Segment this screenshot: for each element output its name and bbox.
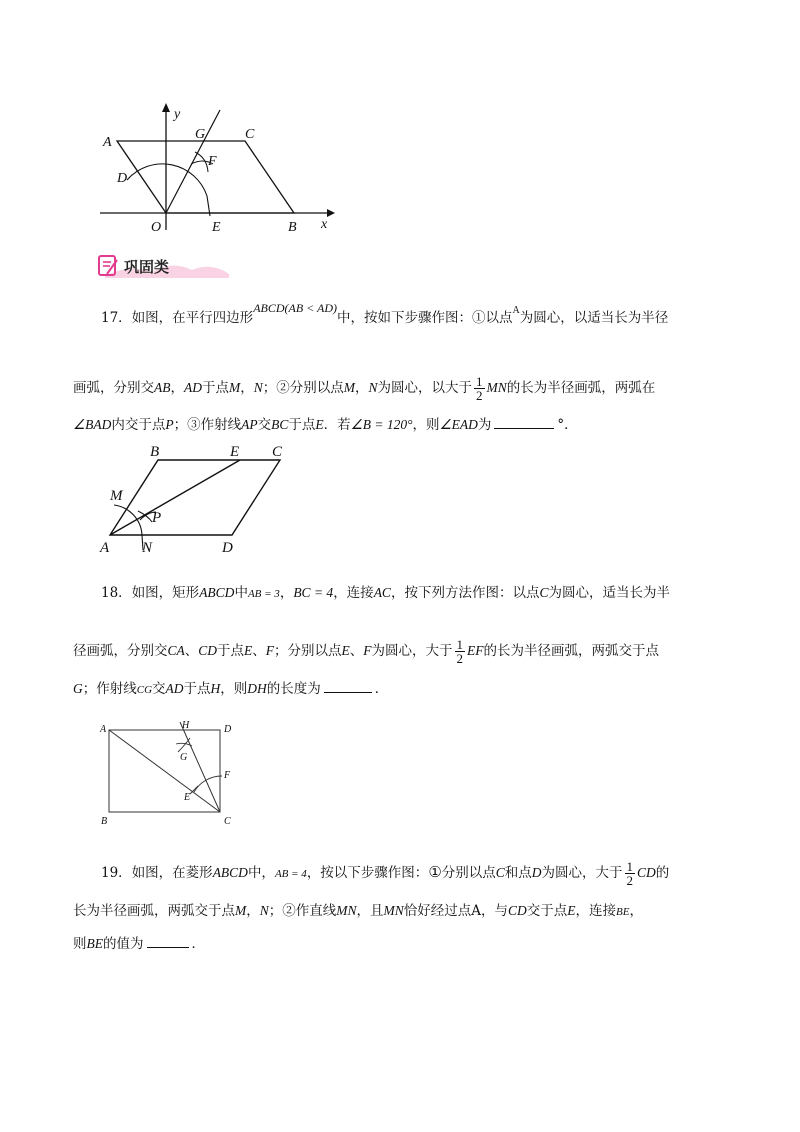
label-E: E bbox=[184, 792, 191, 803]
q19-math: M bbox=[235, 903, 247, 918]
q17-text: 于点 bbox=[202, 380, 229, 396]
label-H: H bbox=[182, 720, 190, 731]
label-E: E bbox=[230, 444, 240, 460]
label-B: B bbox=[101, 816, 108, 827]
q19-math: BE bbox=[616, 906, 630, 918]
q18-math: CG bbox=[136, 684, 153, 696]
q18-text: 、 bbox=[349, 643, 364, 659]
q19-math: C bbox=[495, 865, 505, 880]
q19-math: MN bbox=[336, 903, 357, 918]
q17-text: 中，按如下步骤作图：①以点 bbox=[337, 310, 513, 326]
q17-math: N bbox=[368, 380, 378, 395]
q19-text: 长为半径画弧，两弧交于点 bbox=[73, 903, 235, 919]
answer-blank[interactable] bbox=[494, 428, 554, 429]
q18-text: 为圆心，适当长为半 bbox=[548, 585, 670, 601]
q17-math: AD bbox=[184, 380, 202, 395]
q18-text: 为圆心，大于 bbox=[371, 643, 453, 659]
q17-math: ∠BAD bbox=[73, 417, 112, 432]
q18-text: 于点 bbox=[217, 643, 245, 659]
label-C: C bbox=[272, 444, 283, 460]
label-F: F bbox=[208, 154, 217, 169]
x-axis-arrow bbox=[327, 209, 335, 217]
label-G: G bbox=[180, 752, 188, 763]
q18-math: H bbox=[210, 681, 221, 696]
fraction-numerator: 1 bbox=[476, 374, 483, 389]
q18-text: 中 bbox=[234, 585, 248, 601]
label-C: C bbox=[245, 127, 255, 142]
q19-number: 19． bbox=[101, 865, 132, 881]
q18-number: 18． bbox=[101, 585, 132, 601]
q17-text: 的长为半径画弧，两弧在 bbox=[506, 380, 656, 396]
q18-text: 交 bbox=[152, 681, 166, 697]
q19-text: ， bbox=[629, 903, 643, 919]
q19-math: E bbox=[567, 903, 576, 918]
q17-math: ∠EAD bbox=[439, 417, 478, 432]
q18-text: 的长度为 bbox=[266, 681, 321, 697]
fraction-denominator: 2 bbox=[626, 873, 634, 888]
q17-math: P bbox=[165, 417, 174, 432]
q17-text: 为 bbox=[477, 417, 492, 433]
q19-math: AB = 4 bbox=[274, 868, 307, 880]
q17-text: 画弧，分别交 bbox=[73, 380, 154, 396]
q17-text: ；③作射线 bbox=[173, 417, 242, 433]
q17-number: 17． bbox=[101, 310, 132, 326]
figure-coordinate-parallelogram bbox=[95, 100, 340, 240]
label-A: A bbox=[100, 724, 107, 735]
q19-text: A bbox=[471, 903, 482, 919]
q18-text: 、 bbox=[252, 643, 266, 659]
ray-AE bbox=[110, 460, 240, 535]
fraction-numerator: 1 bbox=[626, 859, 634, 874]
q19-text: 恰好经过点 bbox=[403, 903, 472, 919]
section-title: 巩固类 bbox=[124, 258, 170, 276]
q17-math: MN bbox=[486, 380, 507, 395]
q19-math: CD bbox=[508, 903, 527, 918]
arc-G2 bbox=[178, 738, 190, 752]
q18-text: ，按下列方法作图：以点 bbox=[390, 585, 540, 601]
q17-text: 为圆心，以大于 bbox=[377, 380, 473, 396]
label-C: C bbox=[224, 816, 231, 827]
q19-text: 为圆心，大于 bbox=[541, 865, 623, 881]
fraction-numerator: 1 bbox=[456, 637, 464, 652]
q18-text: ， bbox=[279, 585, 294, 601]
q17-text: ， bbox=[355, 380, 369, 396]
label-F: F bbox=[224, 770, 231, 781]
figure-q17-parallelogram bbox=[100, 440, 300, 558]
q18-math: DH bbox=[247, 681, 267, 696]
q19-text: 和点 bbox=[504, 865, 532, 881]
q19-text: ，且 bbox=[356, 903, 384, 919]
label-M: M bbox=[110, 488, 123, 504]
q18-text: 的长为半径画弧，两弧交于点 bbox=[483, 643, 660, 659]
label-G: G bbox=[195, 127, 206, 142]
pen-scroll-icon bbox=[97, 254, 119, 278]
q18-math: E bbox=[244, 643, 253, 658]
q19-text: ， bbox=[246, 903, 260, 919]
label-B: B bbox=[288, 220, 297, 235]
q18-text: 于点 bbox=[183, 681, 211, 697]
q18-math: CD bbox=[198, 643, 218, 658]
q17-math: N bbox=[253, 380, 263, 395]
q18-math: AC bbox=[373, 585, 391, 600]
q17-text: 如图，在平行四边形 bbox=[131, 310, 254, 326]
q18-math: G bbox=[73, 681, 83, 696]
label-y: y bbox=[174, 107, 181, 122]
q17-math: M bbox=[343, 380, 356, 395]
q18-math: AD bbox=[165, 681, 184, 696]
q17-text: ，则 bbox=[412, 417, 440, 433]
q17-math: ABCD(AB < AD) bbox=[253, 301, 338, 315]
q19-math: D bbox=[531, 865, 542, 880]
parallelogram-ACBO bbox=[117, 141, 294, 213]
q19-text: ，连接 bbox=[575, 903, 617, 919]
q19-math: MN bbox=[383, 903, 404, 918]
q18-text: ，则 bbox=[220, 681, 248, 697]
q17-text: ， bbox=[170, 380, 184, 396]
q19-text: ． bbox=[191, 936, 205, 952]
q17-text: ．若 bbox=[323, 417, 351, 433]
q19-text: 则 bbox=[73, 936, 87, 952]
label-E: E bbox=[212, 220, 221, 235]
q17-text: 为圆心，以适当长为半径 bbox=[519, 310, 669, 326]
q19-math: ABCD bbox=[212, 865, 248, 880]
q18-text: ；作射线 bbox=[82, 681, 137, 697]
q19-text: 如图，在菱形 bbox=[131, 865, 213, 881]
fraction-denominator: 2 bbox=[456, 651, 464, 666]
label-N: N bbox=[142, 540, 153, 556]
q18-text: ，连接 bbox=[333, 585, 374, 601]
section-header bbox=[97, 250, 232, 282]
q18-text: 如图，矩形 bbox=[131, 585, 200, 601]
q19-math: CD bbox=[637, 865, 656, 880]
diagonal-AC bbox=[109, 730, 220, 812]
label-P: P bbox=[152, 510, 162, 526]
label-A: A bbox=[100, 540, 110, 556]
q18-math: CA bbox=[167, 643, 185, 658]
q19-text: 交于点 bbox=[526, 903, 568, 919]
q18-math: C bbox=[539, 585, 549, 600]
q19-fraction bbox=[625, 860, 636, 887]
answer-blank[interactable] bbox=[324, 692, 372, 693]
q18-text: ；分别以点 bbox=[274, 643, 342, 659]
q18-math: BC = 4 bbox=[293, 585, 334, 600]
q17-text: 交 bbox=[257, 417, 272, 433]
q17-text: 内交于点 bbox=[111, 417, 166, 433]
q17-fraction bbox=[474, 375, 485, 402]
q18-math: E bbox=[341, 643, 350, 658]
q18-math: F bbox=[265, 643, 275, 658]
q17-math: AP bbox=[241, 417, 258, 432]
q19-text: ；②作直线 bbox=[268, 903, 337, 919]
q17-math: AB bbox=[154, 380, 171, 395]
q17-math: ∠B = 120° bbox=[350, 417, 413, 432]
label-D: D bbox=[117, 171, 128, 186]
q18-math: F bbox=[363, 643, 372, 658]
label-O: O bbox=[151, 220, 162, 235]
answer-blank[interactable] bbox=[147, 947, 189, 948]
q17-math: M bbox=[229, 380, 241, 395]
q19-math: N bbox=[259, 903, 269, 918]
q19-text: 中， bbox=[247, 865, 275, 881]
q17-math: A bbox=[512, 305, 520, 316]
q19-text: 分别以点 bbox=[441, 865, 496, 881]
q17-text: ， bbox=[240, 380, 254, 396]
q17-text: °． bbox=[557, 417, 578, 433]
q19-text: 的值为 bbox=[103, 936, 144, 952]
label-B: B bbox=[150, 444, 160, 460]
fraction-denominator: 2 bbox=[476, 388, 483, 403]
label-D: D bbox=[224, 724, 232, 735]
q17-text: 于点 bbox=[288, 417, 316, 433]
q19-text: ，按以下步骤作图： bbox=[306, 865, 429, 881]
q19-math: BE bbox=[86, 936, 103, 951]
q19-text: ① bbox=[428, 863, 442, 881]
q18-text: 径画弧，分别交 bbox=[73, 643, 168, 659]
q17-math: E bbox=[315, 417, 324, 432]
y-axis-arrow bbox=[162, 103, 170, 112]
q18-math: ABCD bbox=[199, 585, 235, 600]
label-A: A bbox=[103, 135, 112, 150]
q18-math: AB = 3 bbox=[247, 588, 280, 600]
label-x: x bbox=[321, 217, 328, 232]
figure-q18-rectangle bbox=[98, 718, 248, 830]
q18-text: 、 bbox=[184, 643, 199, 659]
q19-text: 的 bbox=[655, 865, 670, 881]
q18-fraction bbox=[455, 638, 466, 665]
q17-math: BC bbox=[271, 417, 289, 432]
label-D: D bbox=[222, 540, 233, 556]
q17-text: ；②分别以点 bbox=[262, 380, 344, 396]
q18-math: EF bbox=[467, 643, 484, 658]
q19-text: ，与 bbox=[481, 903, 509, 919]
q18-text: ． bbox=[374, 681, 389, 697]
parallelogram-ABCD bbox=[110, 460, 280, 535]
